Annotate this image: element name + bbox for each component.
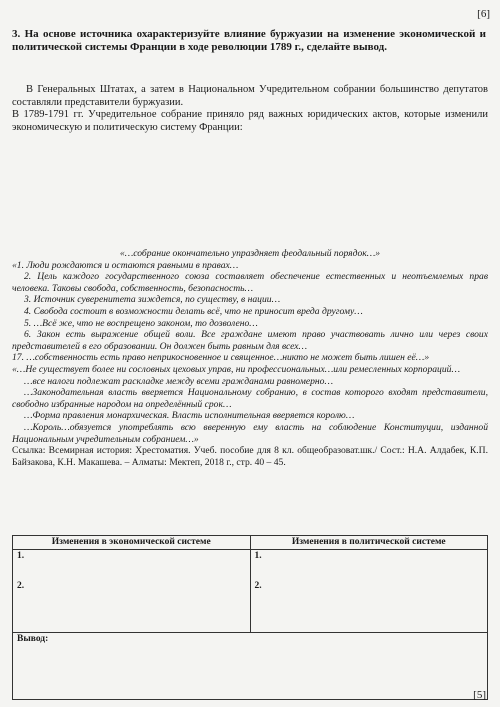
source-line: …Законодательная власть вверяется Национальному собранию, в состав которого входят представители, свободно избранные народом на определённый срок… — [12, 387, 488, 410]
score-mark-top: [6] — [477, 8, 490, 20]
source-line: …все налоги подлежат раскладке между всеми гражданами равномерно… — [24, 375, 333, 387]
political-answer-cell[interactable] — [250, 550, 488, 633]
economic-answer-cell[interactable] — [13, 550, 251, 633]
source-line: 3. Источник суверенитета зиждется, по существу, в нации… — [24, 294, 281, 306]
answer-table — [12, 535, 488, 700]
source-line: 5. …Всё же, что не воспрещено законом, то дозволено… — [24, 317, 258, 329]
economic-column-header: Изменения в экономической системе — [13, 536, 251, 550]
item-number: 1. — [254, 551, 262, 561]
source-line: «1. Люди рождаются и остаются равными в правах… — [12, 259, 239, 271]
source-line: 4. Свобода состоит в возможности делать всё, что не приносит вреда другому… — [24, 305, 363, 317]
item-number: 2. — [254, 581, 262, 591]
source-heading: «…собрание окончательно упраздняет феодальный порядок…» — [119, 248, 381, 259]
source-line: 17. …собственность есть право неприкосновенное и священное…никто не может быть лишен её…» — [12, 352, 430, 364]
political-column-header: Изменения в политической системе — [250, 536, 488, 550]
source-line: «…Не существует более ни сословных цеховых управ, ни профессиональных…или ремесленных корпораций… — [12, 363, 460, 375]
source-citation: Ссылка: Всемирная история: Хрестоматия. Учеб. пособие для 8 кл. общеобразоват.шк./ Сост.: Н.А. Алдабек, К.П. Байзакова, К.Н. Макашева. – Алматы: Мектеп, 2018 г., стр. 40 – 45. — [12, 445, 488, 468]
intro-text — [12, 84, 488, 134]
score-mark-bottom: [5] — [473, 689, 486, 701]
intro-paragraph: В Генеральных Штатах, а затем в Национальном Учредительном собрании большинство депутатов составляли представители буржуазии. — [12, 84, 488, 108]
task-statement: 3. На основе источника охарактеризуйте влияние буржуазии на изменение экономической и политической системы Франции в ходе революции 1789 г., сделайте вывод. — [12, 28, 486, 53]
item-number: 2. — [17, 581, 25, 591]
source-line: 2. Цель каждого государственного союза составляет обеспечение естественных и неотъемлемых прав человека. Таковы свобода, собственность, безопасность… — [12, 271, 488, 294]
intro-paragraph: В 1789-1791 гг. Учредительное собрание приняло ряд важных юридических актов, которые изменили экономическую и политическую систему Франции: — [12, 109, 488, 133]
conclusion-cell[interactable] — [13, 633, 488, 700]
source-line: …Король…обязуется употреблять всю вверенную ему власть на соблюдение Конституции, изданной Национальным учредительным собранием…» — [12, 421, 488, 445]
source-line: …Форма правления монархическая. Власть исполнительная вверяется королю… — [24, 410, 355, 422]
item-number: 1. — [17, 551, 25, 561]
source-excerpt — [12, 248, 488, 468]
source-line: 6. Закон есть выражение общей воли. Все граждане имеют право участвовать лично или через своих представителей в его образовании. Он должен быть равным для всех… — [12, 329, 488, 352]
conclusion-label: Вывод: — [17, 634, 49, 644]
